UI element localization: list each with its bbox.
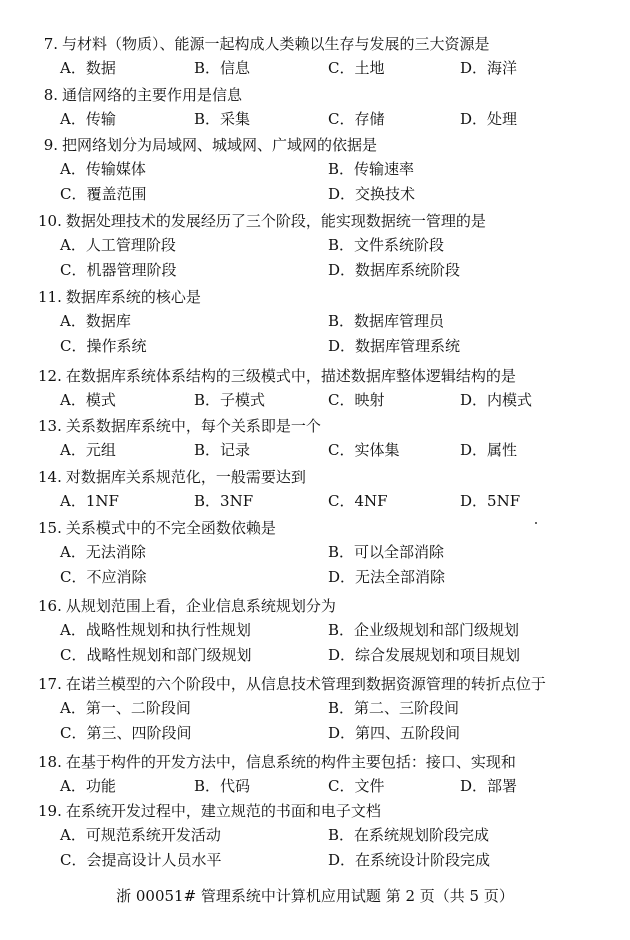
option-a: A．数据 <box>60 59 116 77</box>
question-stem <box>38 32 598 56</box>
question-16 <box>38 594 598 668</box>
option-row <box>38 643 598 668</box>
question-number: 7. <box>43 35 58 53</box>
question-9 <box>38 133 598 207</box>
option-c: C．机器管理阶段 <box>60 261 177 279</box>
option-d: D．部署 <box>460 777 518 795</box>
option-d: D．第四、五阶段间 <box>328 724 461 742</box>
option-b: B．子模式 <box>194 391 266 409</box>
question-number: 9. <box>43 136 58 154</box>
question-17 <box>38 672 598 746</box>
option-row <box>38 56 598 81</box>
option-c: C．不应消除 <box>60 568 147 586</box>
option-c: C．4NF <box>328 492 388 510</box>
question-7 <box>38 32 598 81</box>
question-text: 在基于构件的开发方法中，信息系统的构件主要包括：接口、实现和 <box>65 753 516 771</box>
option-b: B．在系统规划阶段完成 <box>328 826 490 844</box>
question-12 <box>38 364 598 413</box>
option-row <box>38 774 598 799</box>
question-text: 对数据库关系规范化，一般需要达到 <box>65 468 306 486</box>
option-a: A．1NF <box>60 492 119 510</box>
option-row <box>38 233 598 258</box>
question-text: 在数据库系统体系结构的三级模式中，描述数据库整体逻辑结构的是 <box>65 367 516 385</box>
option-a: A．无法消除 <box>60 543 146 561</box>
question-text: 在系统开发过程中，建立规范的书面和电子文档 <box>65 802 381 820</box>
question-stem <box>38 414 598 438</box>
option-a: A．数据库 <box>60 312 131 330</box>
option-a: A．第一、二阶段间 <box>60 699 191 717</box>
option-row <box>38 823 598 848</box>
option-d: D．处理 <box>460 110 518 128</box>
option-c: C．覆盖范围 <box>60 185 147 203</box>
option-row <box>38 565 598 590</box>
option-d: D．无法全部消除 <box>328 568 446 586</box>
option-a: A．模式 <box>60 391 116 409</box>
option-row <box>38 618 598 643</box>
option-d: D．数据库系统阶段 <box>328 261 461 279</box>
question-stem <box>38 594 598 618</box>
option-d: D．属性 <box>460 441 518 459</box>
option-b: B．传输速率 <box>328 160 415 178</box>
option-d: D．5NF <box>460 492 521 510</box>
option-row <box>38 540 598 565</box>
option-b: B．3NF <box>194 492 254 510</box>
scan-speck <box>535 522 537 524</box>
option-c: C．第三、四阶段间 <box>60 724 192 742</box>
option-b: B．可以全部消除 <box>328 543 445 561</box>
option-row <box>38 334 598 359</box>
option-d: D．海洋 <box>460 59 518 77</box>
option-c: C．映射 <box>328 391 385 409</box>
question-number: 13. <box>38 417 62 435</box>
option-row <box>38 721 598 746</box>
option-c: C．实体集 <box>328 441 400 459</box>
option-a: A．传输媒体 <box>60 160 146 178</box>
question-number: 19. <box>38 802 62 820</box>
question-stem <box>38 83 598 107</box>
question-number: 17. <box>38 675 62 693</box>
option-c: C．操作系统 <box>60 337 147 355</box>
question-text: 把网络划分为局域网、城域网、广域网的依据是 <box>62 136 378 154</box>
option-c: C．战略性规划和部门级规划 <box>60 646 252 664</box>
question-13 <box>38 414 598 463</box>
option-row <box>38 182 598 207</box>
question-text: 关系数据库系统中，每个关系即是一个 <box>65 417 321 435</box>
question-number: 8. <box>43 86 58 104</box>
option-a: A．可规范系统开发活动 <box>60 826 221 844</box>
option-b: B．数据库管理员 <box>328 312 445 330</box>
option-b: B．记录 <box>194 441 251 459</box>
option-row <box>38 157 598 182</box>
question-text: 与材料（物质）、能源一起构成人类赖以生存与发展的三大资源是 <box>62 35 490 53</box>
option-row <box>38 388 598 413</box>
question-number: 10. <box>38 212 62 230</box>
question-number: 15. <box>38 519 62 537</box>
question-stem <box>38 133 598 157</box>
question-stem <box>38 465 598 489</box>
question-text: 数据处理技术的发展经历了三个阶段，能实现数据统一管理的是 <box>65 212 486 230</box>
question-19 <box>38 799 598 873</box>
option-c: C．土地 <box>328 59 385 77</box>
question-stem <box>38 672 598 696</box>
option-b: B．采集 <box>194 110 251 128</box>
option-row <box>38 438 598 463</box>
option-a: A．战略性规划和执行性规划 <box>60 621 251 639</box>
option-a: A．元组 <box>60 441 116 459</box>
option-a: A．功能 <box>60 777 116 795</box>
page-footer: 浙 00051# 管理系统中计算机应用试题 第 2 页（共 5 页） <box>116 887 514 905</box>
question-stem <box>38 364 598 388</box>
question-text: 数据库系统的核心是 <box>65 288 201 306</box>
question-8 <box>38 83 598 132</box>
question-10 <box>38 209 598 283</box>
question-text: 在诺兰模型的六个阶段中，从信息技术管理到数据资源管理的转折点位于 <box>65 675 546 693</box>
question-number: 12. <box>38 367 62 385</box>
question-number: 11. <box>38 288 62 306</box>
option-d: D．在系统设计阶段完成 <box>328 851 491 869</box>
option-row <box>38 107 598 132</box>
question-number: 14. <box>38 468 62 486</box>
question-text: 从规划范围上看，企业信息系统规划分为 <box>65 597 336 615</box>
option-a: A．人工管理阶段 <box>60 236 176 254</box>
option-b: B．企业级规划和部门级规划 <box>328 621 520 639</box>
option-d: D．交换技术 <box>328 185 416 203</box>
option-row <box>38 848 598 873</box>
question-stem <box>38 209 598 233</box>
option-d: D．内模式 <box>460 391 533 409</box>
question-18 <box>38 750 598 799</box>
option-c: C．存储 <box>328 110 385 128</box>
option-b: B．第二、三阶段间 <box>328 699 460 717</box>
option-c: C．文件 <box>328 777 385 795</box>
option-b: B．信息 <box>194 59 251 77</box>
option-row <box>38 309 598 334</box>
option-row <box>38 696 598 721</box>
option-row <box>38 258 598 283</box>
option-d: D．数据库管理系统 <box>328 337 461 355</box>
question-stem <box>38 285 598 309</box>
option-b: B．文件系统阶段 <box>328 236 445 254</box>
question-stem <box>38 750 598 774</box>
question-11 <box>38 285 598 359</box>
question-text: 关系模式中的不完全函数依赖是 <box>65 519 276 537</box>
option-d: D．综合发展规划和项目规划 <box>328 646 521 664</box>
option-row <box>38 489 598 514</box>
question-14 <box>38 465 598 514</box>
option-c: C．会提高设计人员水平 <box>60 851 222 869</box>
question-15 <box>38 516 598 590</box>
question-text: 通信网络的主要作用是信息 <box>62 86 243 104</box>
option-b: B．代码 <box>194 777 251 795</box>
question-number: 18. <box>38 753 62 771</box>
question-number: 16. <box>38 597 62 615</box>
question-stem <box>38 516 598 540</box>
option-a: A．传输 <box>60 110 116 128</box>
question-stem <box>38 799 598 823</box>
